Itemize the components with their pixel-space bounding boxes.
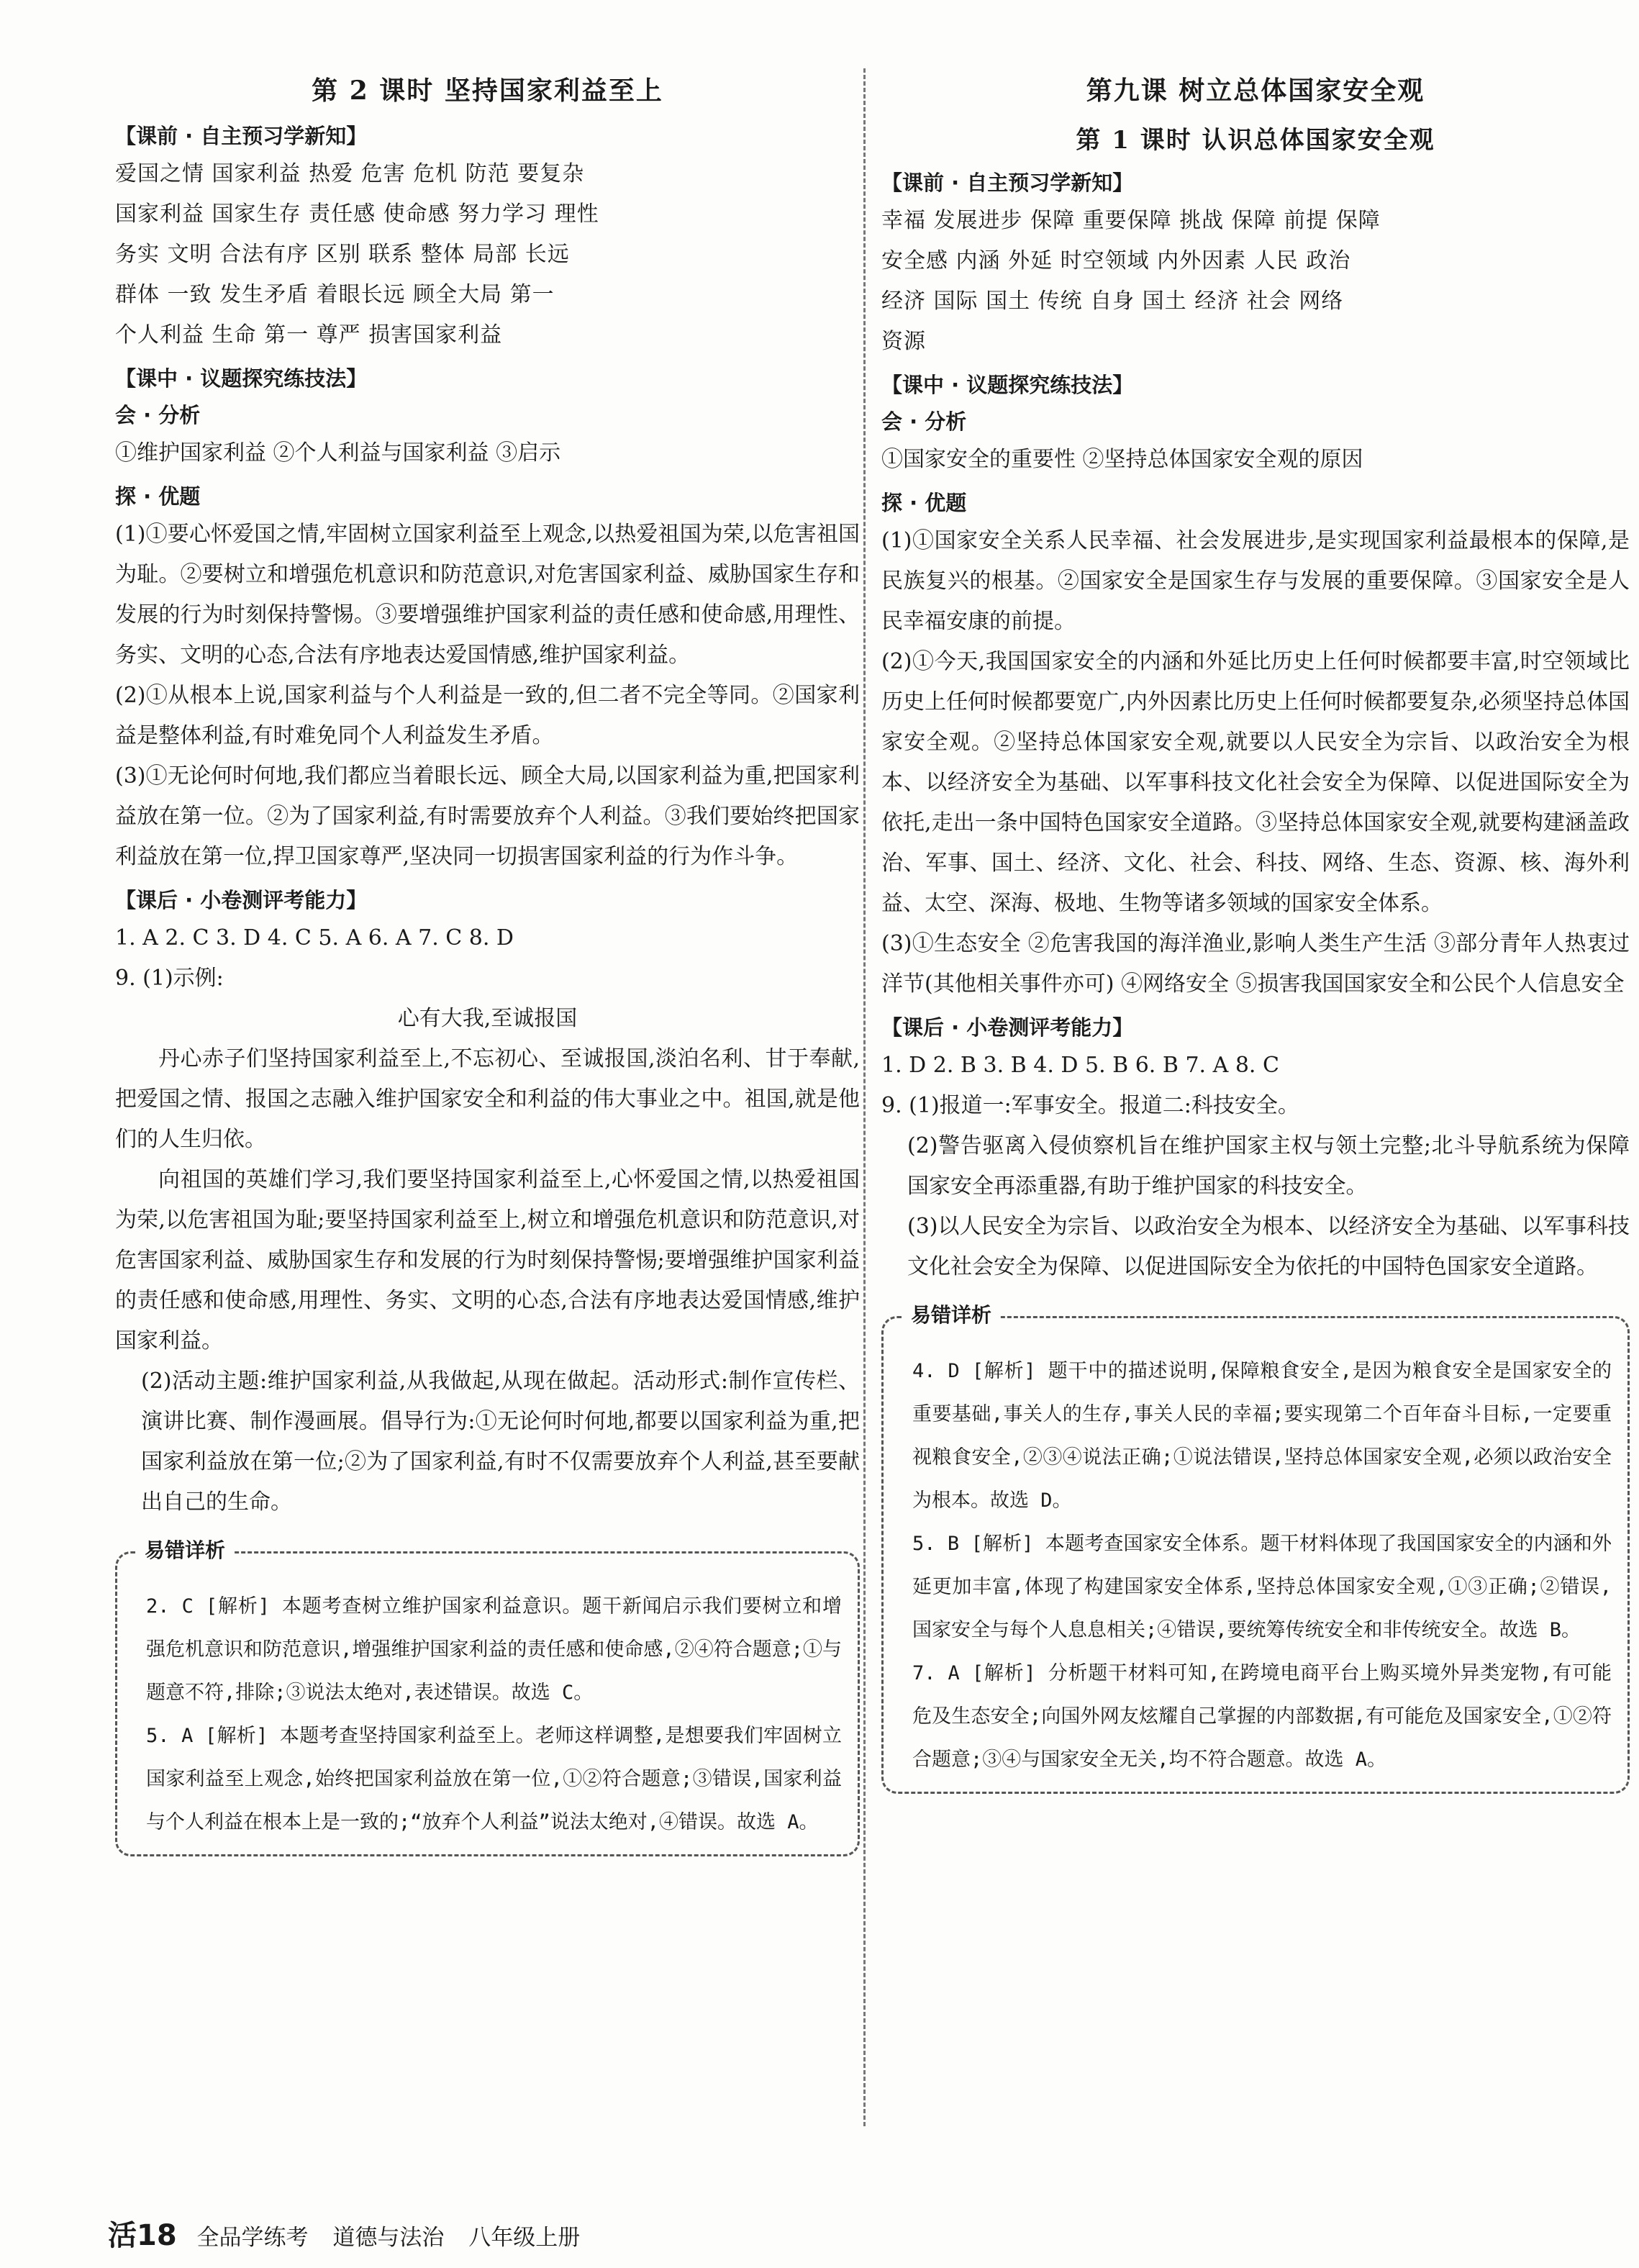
column-divider xyxy=(863,68,866,2126)
explore-answer: (2)①从根本上说,国家利益与个人利益是一致的,但二者不完全等同。②国家利益是整体利益,有时难免同个人利益发生矛盾。 xyxy=(115,683,860,748)
page-footer xyxy=(108,2213,597,2254)
error-analysis-label: 易错详析 xyxy=(136,1535,234,1564)
essay-paragraph: 丹心赤子们坚持国家利益至上,不忘初心、至诚报国,淡泊名利、甘于奉献,把爱国之情、报国之志融入维护国家安全和利益的伟大事业之中。祖国,就是他们的人生归依。 xyxy=(115,1046,860,1152)
choice-answers: 1. A 2. C 3. D 4. C 5. A 6. A 7. C 8. D xyxy=(115,925,514,951)
grade-label: 八年级上册 xyxy=(468,2225,581,2251)
keyword-line: 国家利益 国家生存 责任感 使命感 努力学习 理性 xyxy=(115,201,599,227)
explore-answer: (3)①无论何时何地,我们都应当着眼长远、顾全大局,以国家利益为重,把国家利益放在第一位。②为了国家利益,有时需要放弃个人利益。③我们要始终把国家利益放在第一位,捍卫国家尊严,坚决同一切损害国家利益的行为作斗争。 xyxy=(115,763,860,869)
in-class-header: 【课中 · 议题探究练技法】 xyxy=(881,373,1134,397)
keyword-line: 务实 文明 合法有序 区别 联系 整体 局部 长远 xyxy=(115,242,570,267)
explore-label: 探 · 优题 xyxy=(881,491,967,515)
brand-name: 全品学练考 xyxy=(196,2225,309,2251)
analysis-text: ①国家安全的重要性 ②坚持总体国家安全观的原因 xyxy=(881,447,1363,472)
lesson-title: 第 2 课时 坚持国家利益至上 xyxy=(312,76,663,106)
question-9-answer: 9. (1)报道一:军事安全。报道二:科技安全。 xyxy=(881,1093,1299,1118)
keyword-line: 群体 一致 发生矛盾 着眼长远 顾全大局 第一 xyxy=(115,282,555,307)
chapter-title: 第九课 树立总体国家安全观 xyxy=(1086,76,1425,106)
pre-class-header: 【课前 · 自主预习学新知】 xyxy=(115,124,368,148)
essay-paragraph: 向祖国的英雄们学习,我们要坚持国家利益至上,心怀爱国之情,以热爱祖国为荣,以危害祖国为耻;要坚持国家利益至上,树立和增强危机意识和防范意识,对危害国家利益、威胁国家生存和发展的行为时刻保持警惕;要增强维护国家利益的责任感和使命感,用理性、务实、文明的心态,合法有序地表达爱国情感,维护国家利益。 xyxy=(115,1167,860,1353)
error-analysis-box xyxy=(881,1303,1630,1794)
error-analysis-item: 4. D [解析] 题干中的描述说明,保障粮食安全,是因为粮食安全是国家安全的重要基础,事关人的生存,事关人民的幸福;要实现第二个百年奋斗目标,一定要重视粮食安全,②③④说法正确;①说法错误,坚持总体国家安全观,必须以政治安全为根本。故选 D。 xyxy=(912,1360,1612,1512)
error-analysis-item: 2. C [解析] 本题考查树立维护国家利益意识。题干新闻启示我们要树立和增强危机意识和防范意识,增强维护国家利益的责任感和使命感,②④符合题意;①与题意不符,排除;③说法太绝对,表述错误。故选 C。 xyxy=(146,1595,842,1704)
analysis-text: ①维护国家利益 ②个人利益与国家利益 ③启示 xyxy=(115,440,561,466)
error-analysis-box xyxy=(115,1538,860,1856)
explore-label: 探 · 优题 xyxy=(115,484,201,509)
post-class-header: 【课后 · 小卷测评考能力】 xyxy=(115,888,368,912)
analysis-label: 会 · 分析 xyxy=(881,409,967,434)
explore-answer: (1)①国家安全关系人民幸福、社会发展进步,是实现国家利益最根本的保障,是民族复兴的根基。②国家安全是国家生存与发展的重要保障。③国家安全是人民幸福安康的前提。 xyxy=(881,528,1630,634)
error-analysis-item: 5. B [解析] 本题考查国家安全体系。题干材料体现了我国国家安全的内涵和外延更加丰富,体现了构建国家安全体系,坚持总体国家安全观,①③正确;②错误,国家安全与每个人息息相关;④错误,要统筹传统安全和非传统安全。故选 B。 xyxy=(912,1533,1612,1641)
question-9-intro: 9. (1)示例: xyxy=(115,966,224,991)
error-analysis-label: 易错详析 xyxy=(902,1299,1000,1328)
error-analysis-item: 7. A [解析] 分析题干材料可知,在跨境电商平台上购买境外异类宠物,有可能危及生态安全;向国外网友炫耀自己掌握的内部数据,有可能危及国家安全,①②符合题意;③④与国家安全无关,均不符合题意。故选 A。 xyxy=(912,1662,1612,1771)
right-column xyxy=(881,65,1630,1794)
explore-answer: (1)①要心怀爱国之情,牢固树立国家利益至上观念,以热爱祖国为荣,以危害祖国为耻。②要树立和增强危机意识和防范意识,对危害国家利益、威胁国家生存和发展的行为时刻保持警惕。③要增强维护国家利益的责任感和使命感,用理性、务实、文明的心态,合法有序地表达爱国情感,维护国家利益。 xyxy=(115,522,860,668)
left-column xyxy=(115,65,860,1856)
essay-title: 心有大我,至诚报国 xyxy=(397,1006,578,1031)
keyword-line: 安全感 内涵 外延 时空领域 内外因素 人民 政治 xyxy=(881,248,1351,273)
keyword-line: 资源 xyxy=(881,329,926,354)
explore-answer: (2)①今天,我国国家安全的内涵和外延比历史上任何时候都要丰富,时空领域比历史上任何时候都要宽广,内外因素比历史上任何时候都要复杂,必须坚持总体国家安全观。②坚持总体国家安全观,就要以人民安全为宗旨、以政治安全为根本、以经济安全为基础、以军事科技文化社会安全为保障、以促进国际安全为依托,走出一条中国特色国家安全道路。③坚持总体国家安全观,就要构建涵盖政治、军事、国土、经济、文化、社会、科技、网络、生态、资源、核、海外利益、太空、深海、极地、生物等诸多领域的国家安全体系。 xyxy=(881,649,1630,916)
keyword-line: 爱国之情 国家利益 热爱 危害 危机 防范 要复杂 xyxy=(115,161,585,186)
post-class-header: 【课后 · 小卷测评考能力】 xyxy=(881,1015,1134,1040)
choice-answers: 1. D 2. B 3. B 4. D 5. B 6. B 7. A 8. C xyxy=(881,1053,1279,1078)
page-number: 活18 xyxy=(108,2219,177,2252)
keyword-line: 个人利益 生命 第一 尊严 损害国家利益 xyxy=(115,322,503,348)
keyword-line: 经济 国际 国土 传统 自身 国土 经济 社会 网络 xyxy=(881,289,1344,314)
question-9-answer: (3)以人民安全为宗旨、以政治安全为根本、以经济安全为基础、以军事科技文化社会安全为保障、以促进国际安全为依托的中国特色国家安全道路。 xyxy=(907,1214,1630,1279)
analysis-label: 会 · 分析 xyxy=(115,403,201,427)
question-9-part-2: (2)活动主题:维护国家利益,从我做起,从现在做起。活动形式:制作宣传栏、演讲比赛、制作漫画展。倡导行为:①无论何时何地,都要以国家利益为重,把国家利益放在第一位;②为了国家利益,有时不仅需要放弃个人利益,甚至要献出自己的生命。 xyxy=(141,1369,860,1515)
keyword-line: 幸福 发展进步 保障 重要保障 挑战 保障 前提 保障 xyxy=(881,208,1381,233)
question-9-answer: (2)警告驱离入侵侦察机旨在维护国家主权与领土完整;北斗导航系统为保障国家安全再添重器,有助于维护国家的科技安全。 xyxy=(907,1133,1630,1199)
in-class-header: 【课中 · 议题探究练技法】 xyxy=(115,366,368,391)
pre-class-header: 【课前 · 自主预习学新知】 xyxy=(881,171,1134,195)
subject-name: 道德与法治 xyxy=(332,2225,445,2251)
explore-answer: (3)①生态安全 ②危害我国的海洋渔业,影响人类生产生活 ③部分青年人热衷过洋节(其他相关事件亦可) ④网络安全 ⑤损害我国国家安全和公民个人信息安全 xyxy=(881,931,1630,997)
error-analysis-item: 5. A [解析] 本题考查坚持国家利益至上。老师这样调整,是想要我们牢固树立国家利益至上观念,始终把国家利益放在第一位,①②符合题意;③错误,国家利益与个人利益在根本上是一致的;“放弃个人利益”说法太绝对,④错误。故选 A。 xyxy=(146,1725,842,1833)
lesson-title: 第 1 课时 认识总体国家安全观 xyxy=(1076,126,1435,155)
